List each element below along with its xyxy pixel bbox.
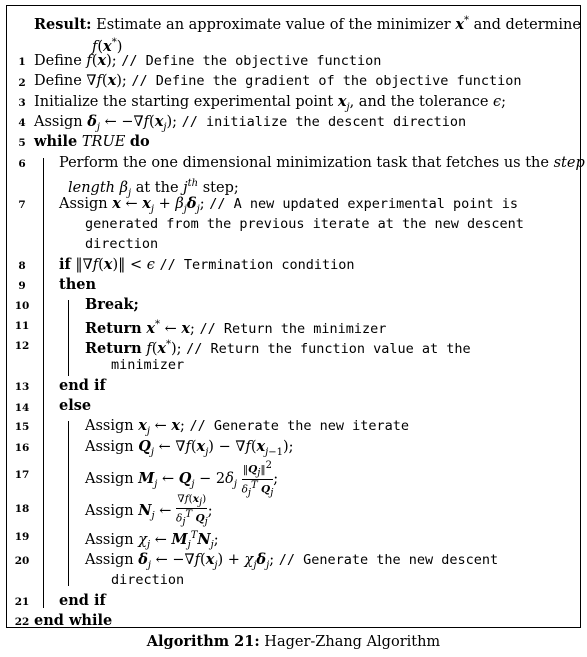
code-line-17: Assign $M_j$ ← $Q_j - 2\delta_j$ $\frac{‖Q_j‖^2}{\delta_j^T Q_j}$ ; (85, 460, 279, 499)
code-line-18: Assign $N_j$ ← $\frac{\nabla f(x_j)}{\delta_j^T Q_j}$ ; (85, 493, 213, 528)
code-line-6a: Perform the one dimensional minimization task that fetches us the step (59, 155, 585, 171)
code-line-15: Assign $x_j$ ← x; // Generate the new iterate (85, 417, 409, 437)
code-line-12b: minimizer (111, 357, 185, 373)
code-line-20b: direction (111, 572, 185, 588)
code-line-8: if ‖∇f(x)‖ < ϵ // Termination condition (59, 256, 355, 273)
line-number: 11 (14, 320, 30, 332)
code-line-21: end if (59, 592, 106, 609)
caption-title: Hager-Zhang Algorithm (264, 634, 441, 650)
code-line-11: Return x* ← x; // Return the minimizer (85, 319, 387, 337)
code-line-20a: Assign $\delta_j$ ← $-\nabla f(x_j) + \chi_j\delta_j$; // Generate the new descent (85, 551, 499, 571)
code-line-16: Assign $Q_j$ ← $\nabla f(x_j) - \nabla f(x_{j-1})$; (85, 438, 294, 458)
line-number: 9 (18, 280, 26, 292)
line-number: 14 (14, 402, 30, 414)
line-number: 5 (18, 137, 26, 149)
result-text: Estimate an approximate value of the minimizer x* and determine (96, 15, 581, 33)
algorithm-box (6, 5, 585, 629)
code-line-22: end while (34, 612, 113, 629)
while-scope-bar (43, 158, 44, 608)
code-line-6b: length $\beta_j$ at the $j^{th}$ step; (68, 178, 239, 199)
code-line-4: Assign $\delta_j$ ← $-\nabla f(x_j)$; // initialize the descent direction (34, 113, 467, 133)
code-line-7b: generated from the previous iterate at the new descent (85, 216, 524, 232)
result-line-2: f(x*) (92, 37, 123, 55)
code-line-10: Break; (85, 296, 139, 313)
code-line-14: else (59, 397, 92, 414)
line-number: 20 (14, 555, 30, 567)
result-label: Result: (34, 15, 92, 33)
line-number: 7 (18, 199, 26, 211)
line-number: 1 (18, 56, 26, 68)
line-number: 19 (14, 531, 30, 543)
line-number: 15 (14, 421, 30, 433)
then-scope-bar (68, 300, 69, 376)
result-line-1 (34, 11, 581, 35)
line-number: 18 (14, 503, 30, 515)
line-number: 12 (14, 340, 30, 352)
line-number: 3 (18, 97, 26, 109)
algorithm-caption (0, 633, 587, 650)
line-number: 4 (18, 117, 26, 129)
line-number: 22 (14, 616, 30, 628)
code-line-2: Define ∇f(x); // Define the gradient of the objective function (34, 72, 522, 89)
code-line-7a: Assign x ← $x_j + \beta_j\delta_j$; // A new updated experimental point is (59, 195, 519, 215)
line-number: 17 (14, 469, 30, 481)
caption-label: Algorithm 21: (146, 633, 260, 650)
code-line-12a: Return f(x*); // Return the function value at the (85, 339, 471, 357)
code-line-3: Initialize the starting experimental point $x_j$, and the tolerance ϵ; (34, 93, 507, 113)
code-line-13: end if (59, 377, 106, 394)
code-line-9: then (59, 276, 97, 293)
else-scope-bar (68, 421, 69, 586)
line-number: 16 (14, 442, 30, 454)
line-number: 10 (14, 300, 30, 312)
line-number: 2 (18, 77, 26, 89)
code-line-7c: direction (85, 236, 159, 252)
line-number: 13 (14, 381, 30, 393)
code-line-19: Assign $\chi_j$ ← $M_j^TN_j$; (85, 530, 219, 551)
code-line-1: Define f(x); // Define the objective function (34, 52, 382, 69)
line-number: 8 (18, 260, 26, 272)
code-line-5: while TRUE do (34, 133, 150, 150)
line-number: 6 (18, 158, 26, 170)
line-number: 21 (14, 596, 30, 608)
